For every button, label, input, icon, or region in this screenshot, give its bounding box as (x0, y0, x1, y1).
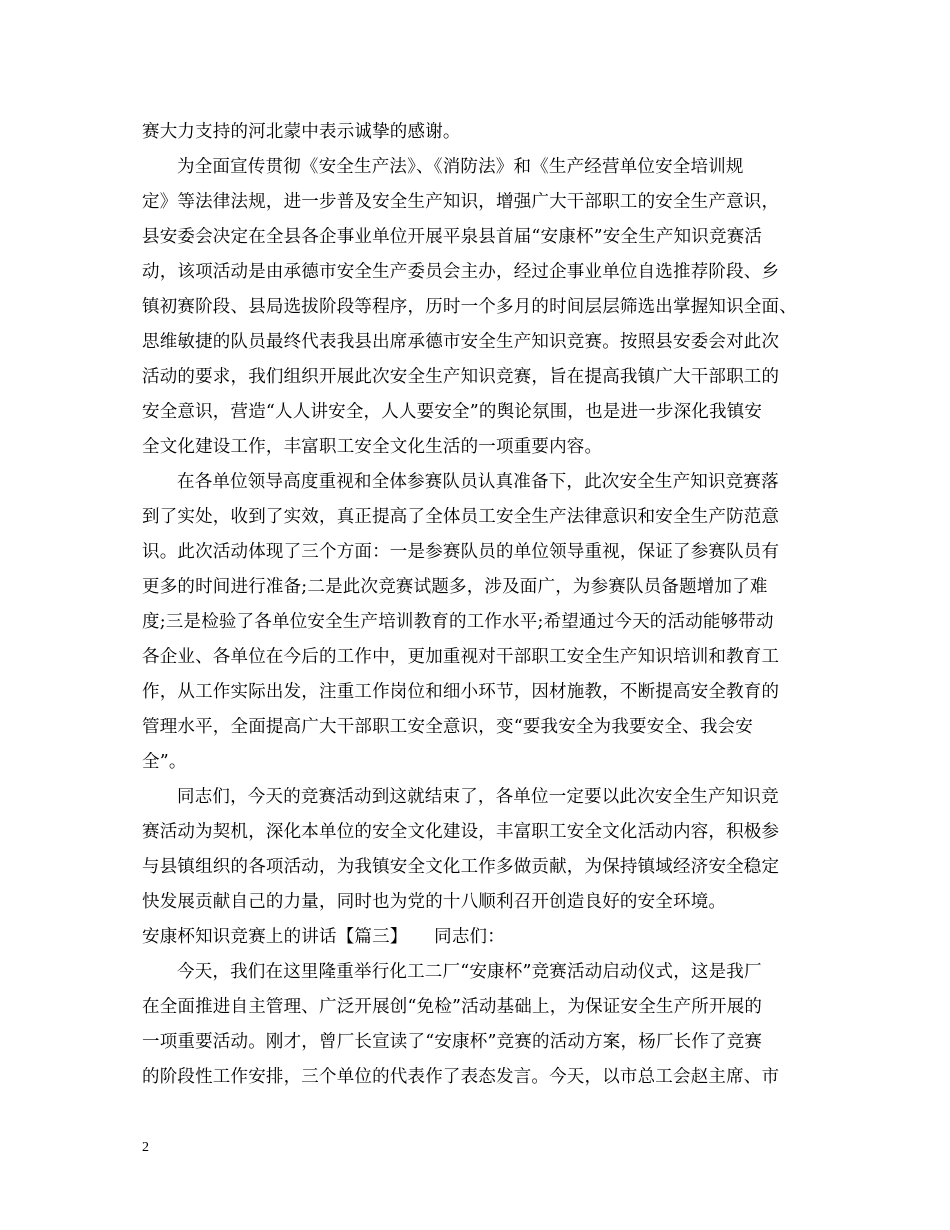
text-line: 快发展贡献自己的力量，同时也为党的十八顺利召开创造良好的安全环境。 (142, 892, 727, 912)
text-line: 县安委会决定在全县各企事业单位开展平泉县首届“安康杯”安全生产知识竞赛活 (142, 227, 763, 247)
paragraph-start-line: 为全面宣传贯彻《安全生产法》、《消防法》和《生产经营单位安全培训规 (177, 157, 744, 177)
text-line: 全文化建设工作，丰富职工安全文化生活的一项重要内容。 (142, 437, 603, 457)
text-line: 活动的要求，我们组织开展此次安全生产知识竞赛，旨在提高我镇广大干部职工的 (142, 367, 780, 387)
section-heading: 安康杯知识竞赛上的讲话【篇三】 同志们： (142, 927, 505, 947)
text-line: 全”。 (142, 752, 187, 772)
text-line: 与县镇组织的各项活动，为我镇安全文化工作多做贡献，为保持镇域经济安全稳定 (142, 857, 780, 877)
text-line: 的阶段性工作安排，三个单位的代表作了表态发言。今天，以市总工会赵主席、市 (142, 1067, 780, 1087)
text-line: 思维敏捷的队员最终代表我县出席承德市安全生产知识竞赛。按照县安委会对此次 (142, 332, 780, 352)
text-line: 各企业、各单位在今后的工作中，更加重视对干部职工安全生产知识培训和教育工 (142, 647, 780, 667)
text-line: 管理水平，全面提高广大干部职工安全意识，变“要我安全为我要安全、我会安 (142, 717, 753, 737)
text-line: 更多的时间进行准备;二是此次竞赛试题多，涉及面广，为参赛队员备题增加了难 (142, 577, 768, 597)
text-line: 定》等法律法规，进一步普及安全生产知识，增强广大干部职工的安全生产意识， (142, 192, 780, 212)
text-line: 赛大力支持的河北蒙中表示诚挚的感谢。 (142, 122, 461, 142)
text-line: 识。此次活动体现了三个方面：一是参赛队员的单位领导重视，保证了参赛队员有 (142, 542, 780, 562)
text-line: 镇初赛阶段、县局选拔阶段等程序，历时一个多月的时间层层筛选出掌握知识全面、 (142, 297, 797, 317)
paragraph-start-line: 今天，我们在这里隆重举行化工二厂“安康杯”竞赛活动启动仪式，这是我厂 (177, 962, 762, 982)
text-line: 安全意识，营造“人人讲安全，人人要安全”的舆论氛围，也是进一步深化我镇安 (142, 402, 763, 422)
text-line: 在全面推进自主管理、广泛开展创“免检”活动基础上，为保证安全生产所开展的 (142, 997, 763, 1017)
text-line: 一项重要活动。刚才，曾厂长宣读了“安康杯”竞赛的活动方案，杨厂长作了竞赛 (142, 1032, 763, 1052)
text-line: 到了实处，收到了实效，真正提高了全体员工安全生产法律意识和安全生产防范意 (142, 507, 780, 527)
text-line: 动，该项活动是由承德市安全生产委员会主办，经过企事业单位自选推荐阶段、乡 (142, 262, 780, 282)
text-line: 度;三是检验了各单位安全生产培训教育的工作水平;希望通过今天的活动能够带动 (142, 612, 774, 632)
page-number: 2 (142, 1140, 149, 1155)
paragraph-start-line: 在各单位领导高度重视和全体参赛队员认真准备下，此次安全生产知识竞赛落 (177, 472, 779, 492)
text-line: 作，从工作实际出发，注重工作岗位和细小环节，因材施教，不断提高安全教育的 (142, 682, 780, 702)
text-line: 赛活动为契机，深化本单位的安全文化建设，丰富职工安全文化活动内容，积极参 (142, 822, 780, 842)
paragraph-start-line: 同志们，今天的竞赛活动到这就结束了，各单位一定要以此次安全生产知识竞 (177, 787, 779, 807)
